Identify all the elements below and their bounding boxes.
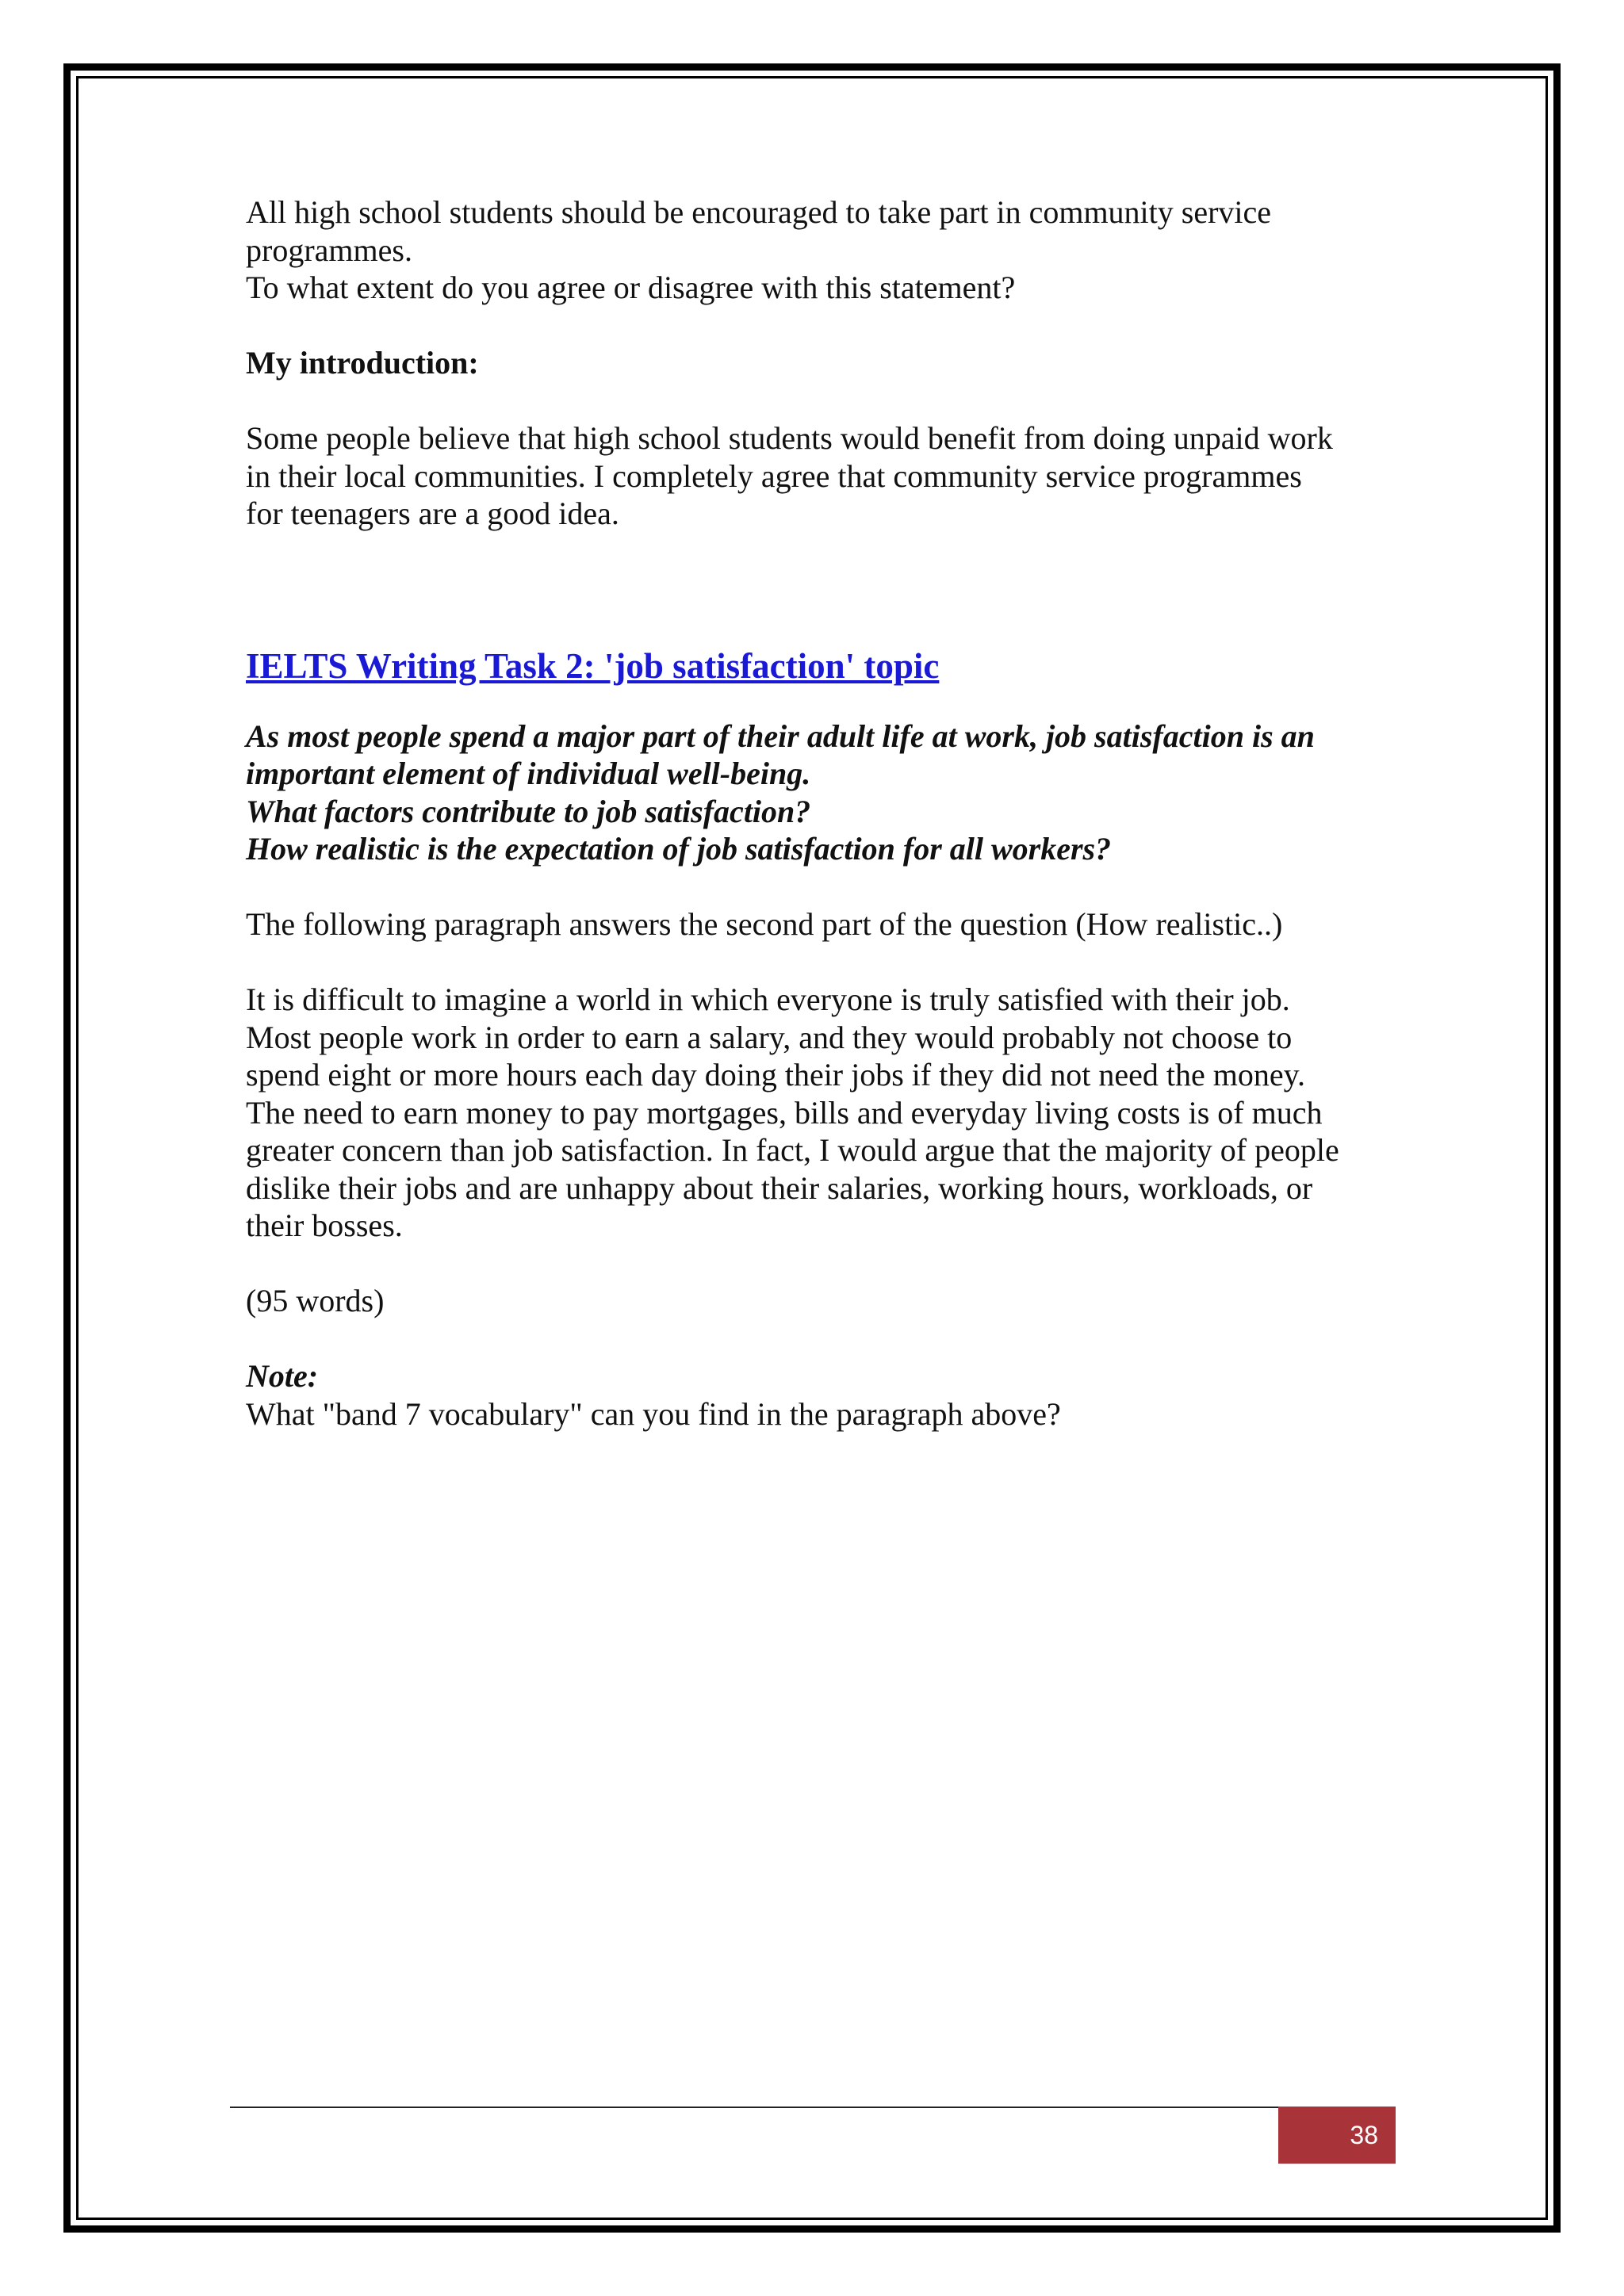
question-one-line: To what extent do you agree or disagree with this statement? — [246, 270, 1016, 305]
answer-paragraph — [246, 981, 1396, 1245]
note-label: Note: — [246, 1358, 319, 1394]
page-number: 38 — [1350, 2121, 1378, 2149]
question-one-line: programmes. — [246, 232, 412, 268]
answer-line: their bosses. — [246, 1207, 403, 1243]
word-count: (95 words) — [246, 1283, 385, 1318]
answer-line: dislike their jobs and are unhappy about their salaries, working hours, workloads, or — [246, 1169, 1313, 1206]
answer-line: The need to earn money to pay mortgages, bills and everyday living costs is of much — [246, 1094, 1323, 1131]
answer-line: spend eight or more hours each day doing their jobs if they did not need the money. — [246, 1057, 1305, 1093]
lead-in-text: The following paragraph answers the second part of the question (How realistic..) — [246, 906, 1283, 942]
answer-line: It is difficult to imagine a world in which everyone is truly satisfied with their job. — [246, 982, 1290, 1017]
note-text: What "band 7 vocabulary" can you find in the paragraph above? — [246, 1395, 1061, 1432]
task-question-line: How realistic is the expectation of job satisfaction for all workers? — [246, 831, 1112, 867]
task-question — [246, 718, 1396, 868]
introduction-line: in their local communities. I completely agree that community service programmes — [246, 457, 1302, 494]
section-title-link[interactable]: IELTS Writing Task 2: 'job satisfaction' topic — [246, 645, 940, 686]
introduction-line: Some people believe that high school students would benefit from doing unpaid work — [246, 420, 1333, 456]
answer-line: Most people work in order to earn a salary, and they would probably not choose to — [246, 1019, 1293, 1055]
answer-line: greater concern than job satisfaction. In fact, I would argue that the majority of people — [246, 1132, 1339, 1168]
introduction-line: for teenagers are a good idea. — [246, 496, 619, 531]
question-one-line: All high school students should be encouraged to take part in community service — [246, 194, 1272, 230]
page-number-tab — [1278, 2107, 1396, 2164]
introduction-heading: My introduction: — [246, 345, 479, 381]
task-question-line: important element of individual well-being. — [246, 756, 811, 791]
footer-rule — [230, 2107, 1278, 2108]
introduction-paragraph — [246, 419, 1396, 533]
task-question-line: As most people spend a major part of their adult life at work, job satisfaction is an — [246, 718, 1315, 754]
task-question-line: What factors contribute to job satisfaction? — [246, 793, 811, 829]
page-content — [246, 193, 1396, 1433]
question-one — [246, 193, 1396, 307]
